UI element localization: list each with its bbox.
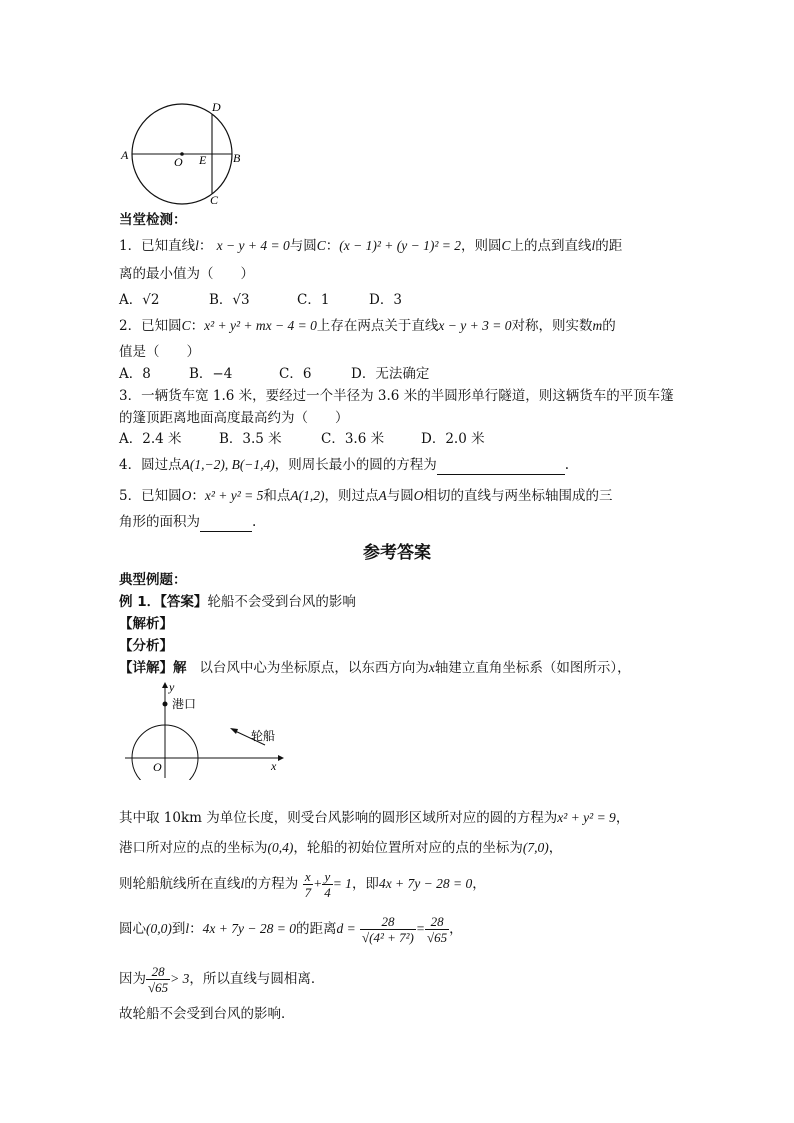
sol-line6: 故轮船不会受到台风的影响． — [119, 1006, 295, 1022]
q1-options: A．√2 B．√3 C．1 D．3 — [119, 292, 402, 308]
answers-title: 参考答案 — [363, 543, 431, 563]
q2-options: A．8 B．−4 C．6 D．无法确定 — [119, 366, 430, 382]
label-a: A — [121, 148, 129, 162]
circle-chord-figure — [118, 98, 258, 206]
q3-line2: 的篷顶距离地面高度最高约为（ ） — [119, 410, 349, 426]
q3-options: A．2.4 米 B．3.5 米 C．3.6 米 D．2.0 米 — [119, 431, 485, 447]
sol-line5: 因为 $\frac{28}{√65}$ > 3，所以直线与圆相离． — [119, 964, 325, 995]
port-label: 港口 — [172, 697, 197, 711]
sol-line1: 其中取 10km 为单位长度，则受台风影响的圆形区域所对应的圆的方程为x² + y² = 9， — [119, 810, 630, 826]
section-check-heading: 当堂检测： — [119, 212, 187, 228]
section-examples-heading: 典型例题： — [119, 572, 187, 588]
label-o: O — [174, 155, 183, 169]
ship-label: 轮船 — [251, 729, 276, 743]
sol-line2: 港口所对应的点的坐标为(0,4)，轮船的初始位置所对应的点的坐标为(7,0)， — [119, 840, 563, 856]
q1-line2: 离的最小值为（ ） — [119, 266, 254, 282]
q5-line2: 角形的面积为 . — [119, 514, 257, 530]
label-d: D — [212, 100, 221, 114]
sol-line3: 则轮船航线所在直线l的方程为 $\frac{x}{7}$ + $\frac{y}{4}$ = 1，即4x + 7y − 28 = 0， — [119, 869, 486, 900]
typhoon-coordinate-figure — [120, 680, 290, 780]
q5-line1: 5．已知圆O：x² + y² = 5和点A(1,2)，则过点A与圆O相切的直线与两坐标轴围成的三 — [119, 488, 613, 504]
q3-line1: 3．一辆货车宽 1.6 米，要经过一个半径为 3.6 米的半圆形单行隧道，则这辆货车的平顶车篷 — [119, 388, 674, 404]
axis-x-label: x — [271, 759, 277, 773]
origin-label: O — [153, 760, 162, 774]
label-b: B — [233, 151, 241, 165]
sol-line4: 圆心(0,0)到l：4x + 7y − 28 = 0的距离d = $\frac{28}{\text{√(4² + 7²)}}$ = $\frac{28}{√65}$ ， — [119, 914, 463, 945]
ex1-fenxi: 【分析】 — [119, 638, 173, 654]
q2-line2: 值是（ ） — [119, 344, 200, 360]
q4-line: 4．圆过点A(1,−2), B(−1,4)，则周长最小的圆的方程为 . — [119, 457, 570, 473]
ex1-detail: 【详解】解 以台风中心为坐标原点，以东西方向为x轴建立直角坐标系（如图所示）， — [119, 660, 631, 676]
label-e: E — [199, 153, 207, 167]
label-c: C — [210, 193, 219, 206]
q1-line1: 1．已知直线l： x − y + 4 = 0与圆C：(x − 1)² + (y − 1)² = 2，则圆C上的点到直线l的距 — [119, 238, 623, 254]
ex1-answer: 例 1．【答案】轮船不会受到台风的影响 — [119, 594, 356, 610]
axis-y-label: y — [169, 680, 175, 694]
ex1-analysis: 【解析】 — [119, 616, 173, 632]
q2-line1: 2．已知圆C：x² + y² + mx − 4 = 0上存在两点关于直线x − y + 3 = 0对称，则实数m的 — [119, 318, 616, 334]
